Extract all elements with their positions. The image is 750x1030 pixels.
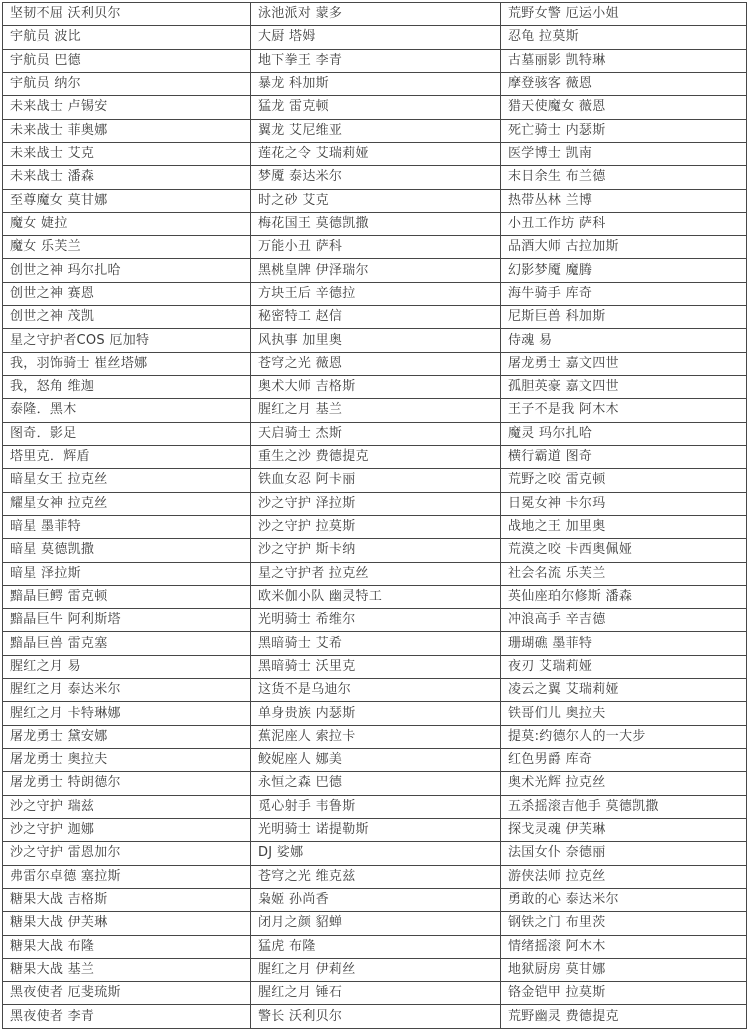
skin-cell: 宇航员 巴德: [3, 49, 251, 72]
skin-cell: 黑夜使者 李青: [3, 1005, 251, 1029]
table-row: [3, 772, 747, 795]
skin-cell: 法国女仆 奈德丽: [501, 842, 747, 865]
table-row: [3, 655, 747, 678]
table-row: [3, 492, 747, 515]
skin-cell: 摩登骇客 薇恩: [501, 72, 747, 95]
skin-cell: 荒漠之咬 卡西奥佩娅: [501, 539, 747, 562]
skin-cell: 冲浪高手 辛吉德: [501, 609, 747, 632]
skin-cell: 欧米伽小队 幽灵特工: [251, 585, 501, 608]
skin-cell: 地下拳王 李青: [251, 49, 501, 72]
skin-cell: 坚韧不屈 沃利贝尔: [3, 3, 251, 26]
skin-cell: 弗雷尔卓德 塞拉斯: [3, 865, 251, 888]
skin-cell: 糖果大战 基兰: [3, 958, 251, 981]
table-row: [3, 585, 747, 608]
skins-table-body: [3, 3, 747, 1029]
table-row: [3, 96, 747, 119]
skin-cell: 鲛妮座人 娜美: [251, 749, 501, 772]
table-row: [3, 1005, 747, 1029]
table-row: [3, 539, 747, 562]
skin-cell: 古墓丽影 凯特琳: [501, 49, 747, 72]
table-row: [3, 445, 747, 468]
table-row: [3, 865, 747, 888]
table-row: [3, 72, 747, 95]
table-row: [3, 515, 747, 538]
skin-cell: 尼斯巨兽 科加斯: [501, 306, 747, 329]
table-row: [3, 236, 747, 259]
skin-cell: 沙之守护 拉莫斯: [251, 515, 501, 538]
skin-cell: 泳池派对 蒙多: [251, 3, 501, 26]
table-row: [3, 212, 747, 235]
table-row: [3, 888, 747, 911]
table-row: [3, 679, 747, 702]
skin-cell: 侍魂 易: [501, 329, 747, 352]
skin-cell: 黑夜使者 厄斐琉斯: [3, 982, 251, 1005]
skin-cell: 时之砂 艾克: [251, 189, 501, 212]
skin-cell: 探戈灵魂 伊芙琳: [501, 818, 747, 841]
skin-cell: 英仙座珀尔修斯 潘森: [501, 585, 747, 608]
skin-cell: 秘密特工 赵信: [251, 306, 501, 329]
skin-cell: 奥术大师 吉格斯: [251, 376, 501, 399]
skin-cell: 星之守护者COS 厄加特: [3, 329, 251, 352]
skin-cell: 夜刃 艾瑞莉娅: [501, 655, 747, 678]
skin-cell: 至尊魔女 莫甘娜: [3, 189, 251, 212]
skin-cell: 魔女 乐芙兰: [3, 236, 251, 259]
skin-cell: 黯晶巨鳄 雷克顿: [3, 585, 251, 608]
table-row: [3, 818, 747, 841]
skin-cell: 星之守护者 拉克丝: [251, 562, 501, 585]
skin-cell: 我，怒角 维迦: [3, 376, 251, 399]
skin-cell: 奥术光辉 拉克丝: [501, 772, 747, 795]
skin-cell: 游侠法师 拉克丝: [501, 865, 747, 888]
skin-cell: 魔女 婕拉: [3, 212, 251, 235]
skin-cell: 荒野之咬 雷克顿: [501, 469, 747, 492]
skin-cell: 未来战士 艾克: [3, 142, 251, 165]
skin-cell: 糖果大战 伊芙琳: [3, 912, 251, 935]
table-row: [3, 259, 747, 282]
table-row: [3, 142, 747, 165]
table-row: [3, 49, 747, 72]
skin-cell: 腥红之月 卡特琳娜: [3, 702, 251, 725]
skin-cell: 铁哥们儿 奥拉夫: [501, 702, 747, 725]
table-row: [3, 935, 747, 958]
skin-cell: 红色男爵 库奇: [501, 749, 747, 772]
skin-cell: 屠龙勇士 嘉文四世: [501, 352, 747, 375]
skin-cell: 糖果大战 布隆: [3, 935, 251, 958]
skin-cell: 宇航员 波比: [3, 26, 251, 49]
table-row: [3, 795, 747, 818]
skin-cell: 创世之神 玛尔扎哈: [3, 259, 251, 282]
skin-cell: 未来战士 潘森: [3, 166, 251, 189]
skin-cell: 珊瑚礁 墨菲特: [501, 632, 747, 655]
skin-cell: 蕉泥座人 索拉卡: [251, 725, 501, 748]
skin-cell: 社会名流 乐芙兰: [501, 562, 747, 585]
table-row: [3, 306, 747, 329]
table-row: [3, 469, 747, 492]
skin-cell: 天启骑士 杰斯: [251, 422, 501, 445]
skin-cell: 方块王后 辛德拉: [251, 282, 501, 305]
skin-cell: 未来战士 菲奥娜: [3, 119, 251, 142]
skin-cell: 未来战士 卢锡安: [3, 96, 251, 119]
skin-cell: 苍穹之光 薇恩: [251, 352, 501, 375]
skin-cell: 风执事 加里奥: [251, 329, 501, 352]
skin-cell: 荒野女警 厄运小姐: [501, 3, 747, 26]
skin-cell: 黯晶巨牛 阿利斯塔: [3, 609, 251, 632]
skin-cell: 幻影梦魇 魔腾: [501, 259, 747, 282]
skin-cell: 沙之守护 泽拉斯: [251, 492, 501, 515]
skins-table: [2, 2, 747, 1029]
skin-cell: 永恒之森 巴德: [251, 772, 501, 795]
skin-cell: 沙之守护 斯卡纳: [251, 539, 501, 562]
skin-cell: 魔灵 玛尔扎哈: [501, 422, 747, 445]
skin-cell: 王子不是我 阿木木: [501, 399, 747, 422]
skin-cell: 猛虎 布隆: [251, 935, 501, 958]
table-row: [3, 189, 747, 212]
skin-cell: 创世之神 茂凯: [3, 306, 251, 329]
skin-cell: 闭月之颜 貂蝉: [251, 912, 501, 935]
skin-cell: 屠龙勇士 特朗德尔: [3, 772, 251, 795]
skin-cell: 医学博士 凯南: [501, 142, 747, 165]
skin-cell: 小丑工作坊 萨科: [501, 212, 747, 235]
skin-cell: 铬金铠甲 拉莫斯: [501, 982, 747, 1005]
skin-cell: DJ 娑娜: [251, 842, 501, 865]
skin-cell: 战地之王 加里奥: [501, 515, 747, 538]
skin-cell: 重生之沙 费德提克: [251, 445, 501, 468]
skin-cell: 情绪摇滚 阿木木: [501, 935, 747, 958]
skin-cell: 屠龙勇士 奥拉夫: [3, 749, 251, 772]
skin-cell: 海牛骑手 库奇: [501, 282, 747, 305]
skin-cell: 猎天使魔女 薇恩: [501, 96, 747, 119]
skin-cell: 腥红之月 泰达米尔: [3, 679, 251, 702]
table-row: [3, 399, 747, 422]
skin-cell: 暗星 莫德凯撒: [3, 539, 251, 562]
skin-cell: 腥红之月 基兰: [251, 399, 501, 422]
skin-cell: 铁血女忍 阿卡丽: [251, 469, 501, 492]
skin-cell: 翼龙 艾尼维亚: [251, 119, 501, 142]
skin-cell: 耀星女神 拉克丝: [3, 492, 251, 515]
skin-cell: 暴龙 科加斯: [251, 72, 501, 95]
skin-cell: 横行霸道 图奇: [501, 445, 747, 468]
skin-cell: 暗星 泽拉斯: [3, 562, 251, 585]
skin-cell: 图奇．影足: [3, 422, 251, 445]
skin-cell: 提莫:约德尔人的一大步: [501, 725, 747, 748]
table-row: [3, 725, 747, 748]
table-row: [3, 842, 747, 865]
table-row: [3, 749, 747, 772]
skin-cell: 地狱厨房 莫甘娜: [501, 958, 747, 981]
skin-cell: 黑暗骑士 沃里克: [251, 655, 501, 678]
skin-cell: 光明骑士 希维尔: [251, 609, 501, 632]
table-row: [3, 609, 747, 632]
skin-cell: 我，羽饰骑士 崔丝塔娜: [3, 352, 251, 375]
skin-cell: 黯晶巨兽 雷克塞: [3, 632, 251, 655]
skin-cell: 钢铁之门 布里茨: [501, 912, 747, 935]
table-row: [3, 632, 747, 655]
table-row: [3, 958, 747, 981]
skin-cell: 荒野幽灵 费德提克: [501, 1005, 747, 1029]
skin-cell: 凌云之翼 艾瑞莉娅: [501, 679, 747, 702]
table-row: [3, 702, 747, 725]
table-row: [3, 422, 747, 445]
table-row: [3, 166, 747, 189]
skin-cell: 宇航员 纳尔: [3, 72, 251, 95]
skin-cell: 万能小丑 萨科: [251, 236, 501, 259]
skin-cell: 警长 沃利贝尔: [251, 1005, 501, 1029]
skin-cell: 腥红之月 锤石: [251, 982, 501, 1005]
skin-cell: 枭姬 孙尚香: [251, 888, 501, 911]
table-row: [3, 982, 747, 1005]
skin-cell: 五杀摇滚吉他手 莫德凯撒: [501, 795, 747, 818]
skin-cell: 勇敢的心 泰达米尔: [501, 888, 747, 911]
skin-cell: 沙之守护 瑞兹: [3, 795, 251, 818]
skin-cell: 屠龙勇士 黛安娜: [3, 725, 251, 748]
skin-cell: 日冕女神 卡尔玛: [501, 492, 747, 515]
table-row: [3, 912, 747, 935]
skin-cell: 莲花之令 艾瑞莉娅: [251, 142, 501, 165]
table-row: [3, 352, 747, 375]
skin-cell: 大厨 塔姆: [251, 26, 501, 49]
skin-cell: 黑暗骑士 艾希: [251, 632, 501, 655]
skin-cell: 暗星女王 拉克丝: [3, 469, 251, 492]
skin-cell: 死亡骑士 内瑟斯: [501, 119, 747, 142]
skin-cell: 单身贵族 内瑟斯: [251, 702, 501, 725]
skin-cell: 苍穹之光 维克兹: [251, 865, 501, 888]
skin-cell: 沙之守护 迦娜: [3, 818, 251, 841]
skin-cell: 品酒大师 古拉加斯: [501, 236, 747, 259]
table-row: [3, 26, 747, 49]
skin-cell: 末日余生 布兰德: [501, 166, 747, 189]
skin-cell: 沙之守护 雷恩加尔: [3, 842, 251, 865]
skin-cell: 觅心射手 韦鲁斯: [251, 795, 501, 818]
skin-cell: 暗星 墨菲特: [3, 515, 251, 538]
skin-cell: 塔里克．辉盾: [3, 445, 251, 468]
skin-cell: 热带丛林 兰博: [501, 189, 747, 212]
table-row: [3, 3, 747, 26]
skin-cell: 糖果大战 吉格斯: [3, 888, 251, 911]
table-row: [3, 376, 747, 399]
skin-cell: 这货不是乌迪尔: [251, 679, 501, 702]
skin-cell: 梦魇 泰达米尔: [251, 166, 501, 189]
table-row: [3, 329, 747, 352]
skin-cell: 忍龟 拉莫斯: [501, 26, 747, 49]
skin-cell: 腥红之月 伊莉丝: [251, 958, 501, 981]
skin-cell: 孤胆英豪 嘉文四世: [501, 376, 747, 399]
skin-cell: 泰隆．黑木: [3, 399, 251, 422]
skin-cell: 光明骑士 诺提勒斯: [251, 818, 501, 841]
skin-cell: 创世之神 赛恩: [3, 282, 251, 305]
table-row: [3, 119, 747, 142]
table-row: [3, 562, 747, 585]
table-row: [3, 282, 747, 305]
skin-cell: 腥红之月 易: [3, 655, 251, 678]
skin-cell: 猛龙 雷克顿: [251, 96, 501, 119]
skin-cell: 黑桃皇牌 伊泽瑞尔: [251, 259, 501, 282]
skin-cell: 梅花国王 莫德凯撒: [251, 212, 501, 235]
